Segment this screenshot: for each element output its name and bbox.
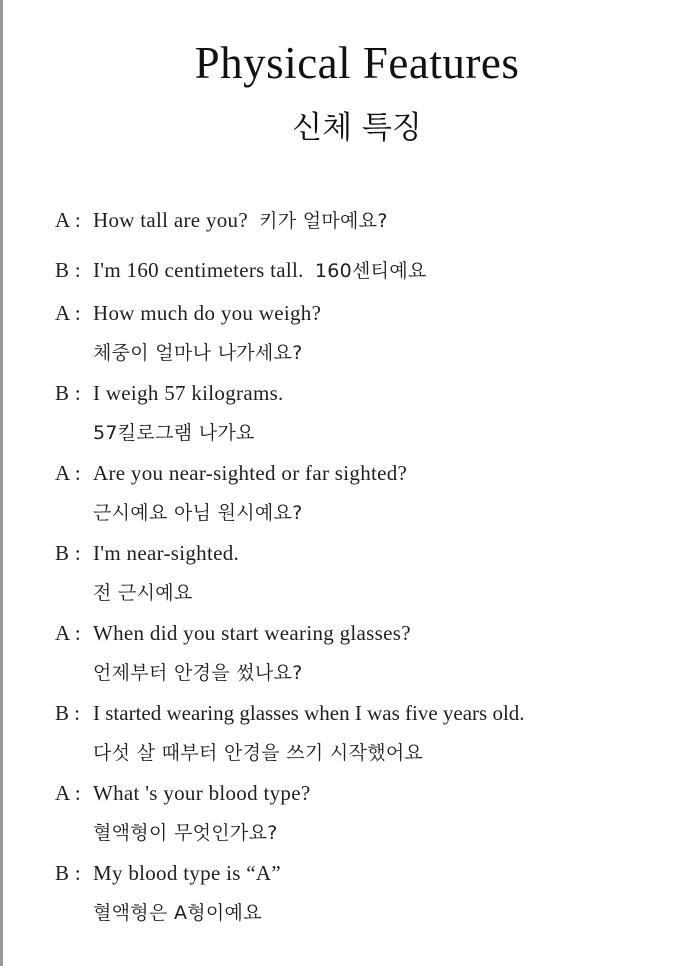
dialog-line (55, 613, 695, 653)
korean-text: 57킬로그램 나가요 (93, 422, 255, 444)
korean-text: 언제부터 안경을 썼나요? (93, 662, 303, 684)
dialog-line (55, 200, 695, 240)
dialog-entry (55, 533, 695, 613)
english-text: How much do you weigh? (93, 301, 322, 325)
korean-text: 혈액형은 A형이예요 (93, 902, 262, 924)
english-text: I weigh 57 kilograms. (93, 381, 284, 405)
page-title: Physical Features (194, 38, 520, 88)
speaker-label: A : (55, 208, 81, 232)
dialog-line (55, 773, 695, 813)
english-text: How tall are you? (93, 208, 248, 232)
dialog-entry (55, 853, 695, 933)
speaker-label: B : (55, 381, 81, 405)
korean-text: 체중이 얼마나 나가세요? (93, 342, 303, 364)
dialog-entry (55, 373, 695, 453)
dialog-line (55, 293, 695, 333)
english-text: What 's your blood type? (93, 781, 311, 805)
speaker-label: A : (55, 781, 81, 805)
korean-text: 근시예요 아님 원시예요? (93, 502, 303, 524)
korean-text: 160센티예요 (314, 260, 427, 282)
dialog-entry (55, 453, 695, 533)
english-text: When did you start wearing glasses? (93, 621, 411, 645)
dialog-entry (55, 693, 695, 773)
dialog-entry (55, 250, 695, 293)
dialog-line (55, 373, 695, 413)
speaker-label: A : (55, 461, 81, 485)
dialog-entry (55, 200, 695, 250)
page-subtitle: 신체 특징 (292, 110, 422, 146)
dialog-line (55, 853, 695, 893)
speaker-label: A : (55, 621, 81, 645)
english-text: My blood type is “A” (93, 861, 281, 885)
speaker-label: B : (55, 541, 81, 565)
dialog-entry (55, 613, 695, 693)
english-text: Are you near-sighted or far sighted? (93, 461, 408, 485)
speaker-label: B : (55, 701, 81, 725)
korean-text: 키가 얼마예요? (259, 210, 388, 232)
dialog-entry (55, 773, 695, 853)
korean-text: 전 근시예요 (93, 582, 193, 604)
speaker-label: B : (55, 861, 81, 885)
english-text: I'm near-sighted. (93, 541, 240, 565)
dialog-entry (55, 293, 695, 373)
speaker-label: B : (55, 258, 81, 282)
dialog-line (55, 250, 695, 290)
korean-text: 혈액형이 무엇인가요? (93, 822, 278, 844)
korean-text: 다섯 살 때부터 안경을 쓰기 시작했어요 (93, 742, 424, 764)
dialog-line (55, 693, 695, 733)
dialog-line (55, 453, 695, 493)
dialog-line (55, 533, 695, 573)
dialog-list (55, 200, 695, 933)
speaker-label: A : (55, 301, 81, 325)
english-text: I started wearing glasses when I was five years old. (93, 701, 525, 725)
english-text: I'm 160 centimeters tall. (93, 258, 304, 282)
